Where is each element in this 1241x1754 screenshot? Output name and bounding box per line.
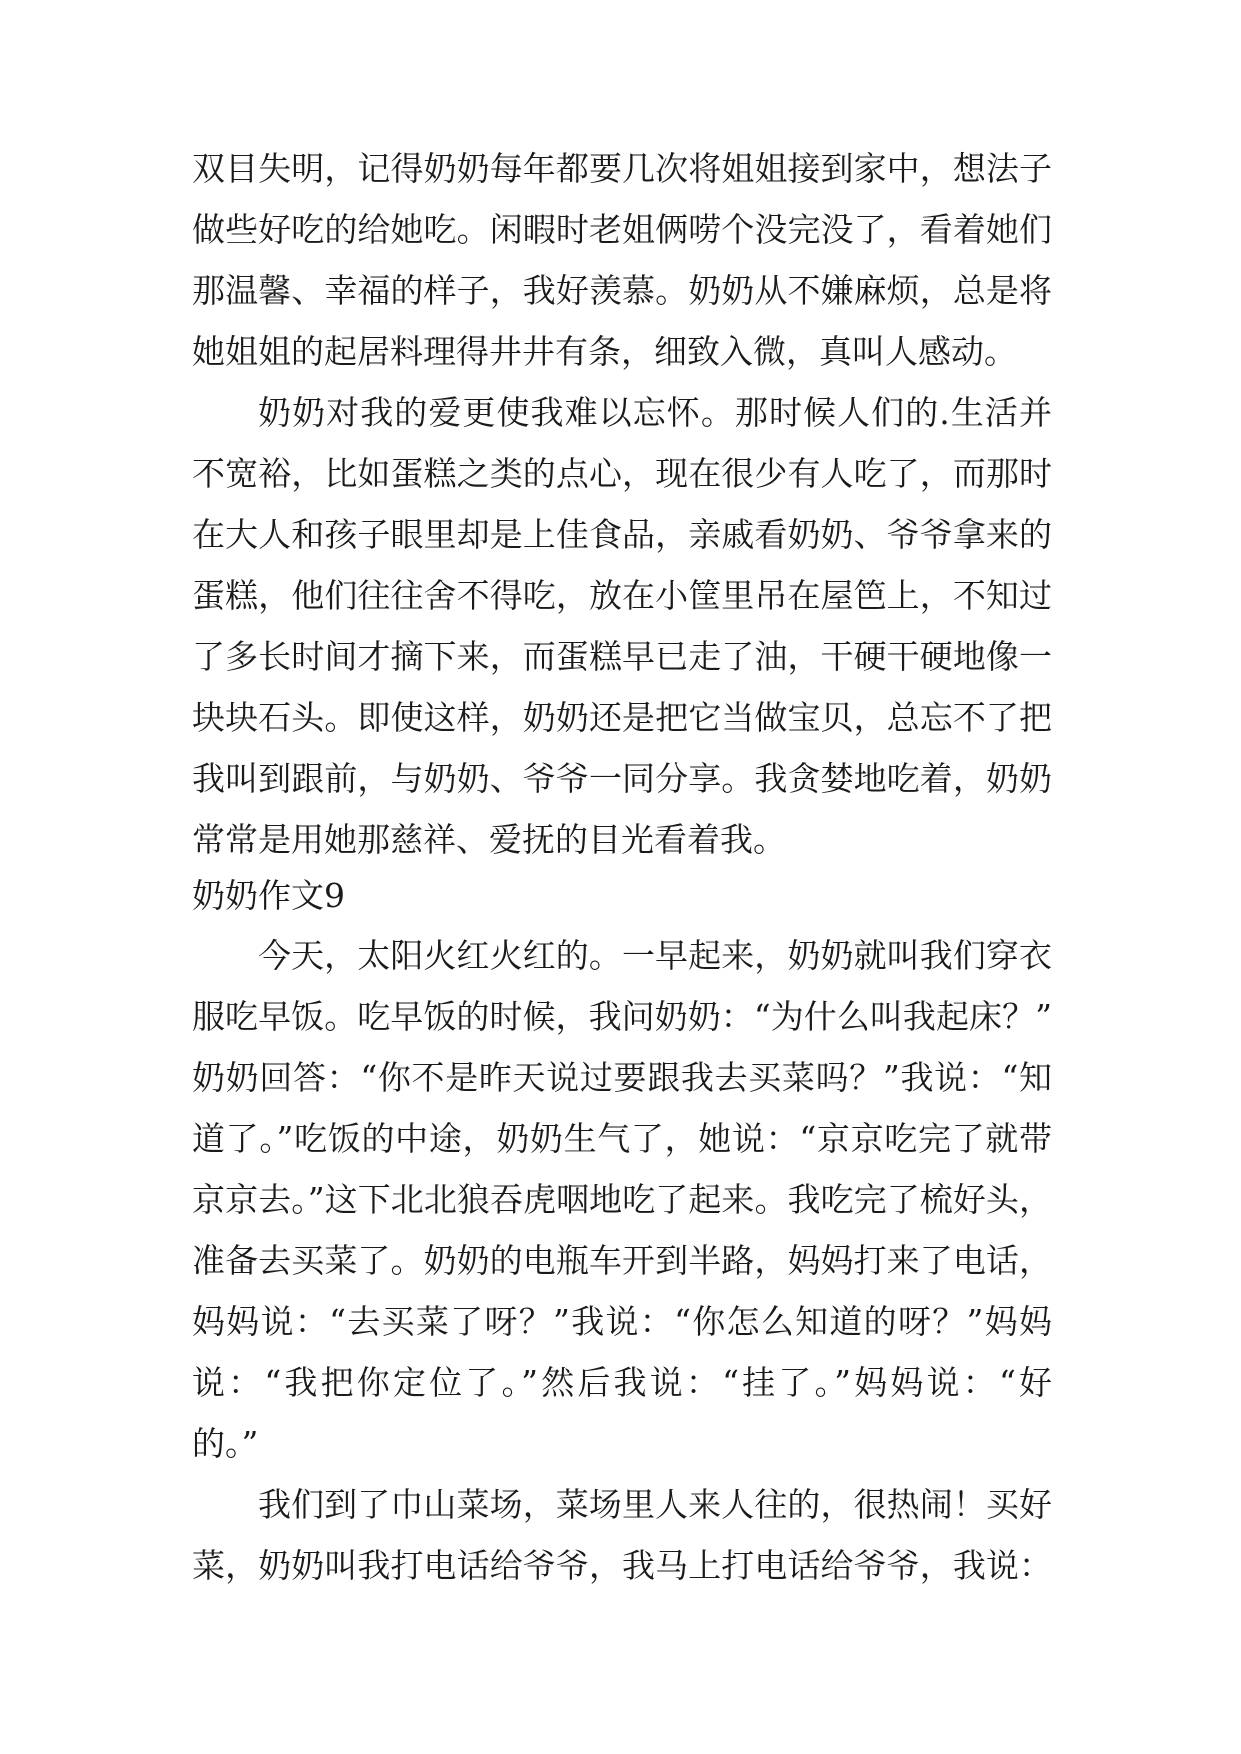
paragraph-line: 服吃早饭。吃早饭的时候，我问奶奶：“为什么叫我起床？” — [192, 997, 1052, 1036]
paragraph-line: 奶奶回答：“你不是昨天说过要跟我去买菜吗？”我说：“知 — [192, 1058, 1052, 1097]
paragraph-line: 妈妈说：“去买菜了呀？”我说：“你怎么知道的呀？”妈妈 — [192, 1302, 1052, 1341]
paragraph-line: 她姐姐的起居料理得井井有条，细致入微，真叫人感动。 — [192, 332, 1017, 371]
paragraph-line: 道了。”吃饭的中途，奶奶生气了，她说：“京京吃完了就带 — [192, 1119, 1052, 1158]
paragraph-line: 菜，奶奶叫我打电话给爷爷，我马上打电话给爷爷，我说： — [192, 1546, 1052, 1585]
paragraph-line: 说：“我把你定位了。”然后我说：“挂了。”妈妈说：“好 — [192, 1363, 1052, 1402]
paragraph-line: 今天，太阳火红火红的。一早起来，奶奶就叫我们穿衣 — [258, 936, 1052, 975]
section-heading: 奶奶作文9 — [192, 876, 345, 915]
paragraph-line: 块块石头。即使这样，奶奶还是把它当做宝贝，总忘不了把 — [192, 698, 1052, 737]
paragraph-line: 准备去买菜了。奶奶的电瓶车开到半路，妈妈打来了电话， — [192, 1241, 1052, 1280]
paragraph-line: 了多长时间才摘下来，而蛋糕早已走了油，干硬干硬地像一 — [192, 637, 1052, 676]
paragraph-line: 京京去。”这下北北狼吞虎咽地吃了起来。我吃完了梳好头， — [192, 1180, 1052, 1219]
paragraph-line: 蛋糕，他们往往舍不得吃，放在小筐里吊在屋笆上，不知过 — [192, 576, 1052, 615]
paragraph-line: 双目失明，记得奶奶每年都要几次将姐姐接到家中，想法子 — [192, 149, 1052, 188]
paragraph-line: 奶奶对我的爱更使我难以忘怀。那时候人们的.生活并 — [258, 393, 1052, 432]
paragraph-line: 做些好吃的给她吃。闲暇时老姐俩唠个没完没了，看着她们 — [192, 210, 1052, 249]
paragraph-line: 常常是用她那慈祥、爱抚的目光看着我。 — [192, 820, 786, 859]
paragraph-line: 我叫到跟前，与奶奶、爷爷一同分享。我贪婪地吃着，奶奶 — [192, 759, 1052, 798]
paragraph-line: 的。” — [192, 1424, 259, 1463]
paragraph-line: 我们到了巾山菜场，菜场里人来人往的，很热闹！买好 — [258, 1485, 1052, 1524]
paragraph-line: 那温馨、幸福的样子，我好羡慕。奶奶从不嫌麻烦，总是将 — [192, 271, 1052, 310]
paragraph-line: 在大人和孩子眼里却是上佳食品，亲戚看奶奶、爷爷拿来的 — [192, 515, 1052, 554]
paragraph-line: 不宽裕，比如蛋糕之类的点心，现在很少有人吃了，而那时 — [192, 454, 1052, 493]
